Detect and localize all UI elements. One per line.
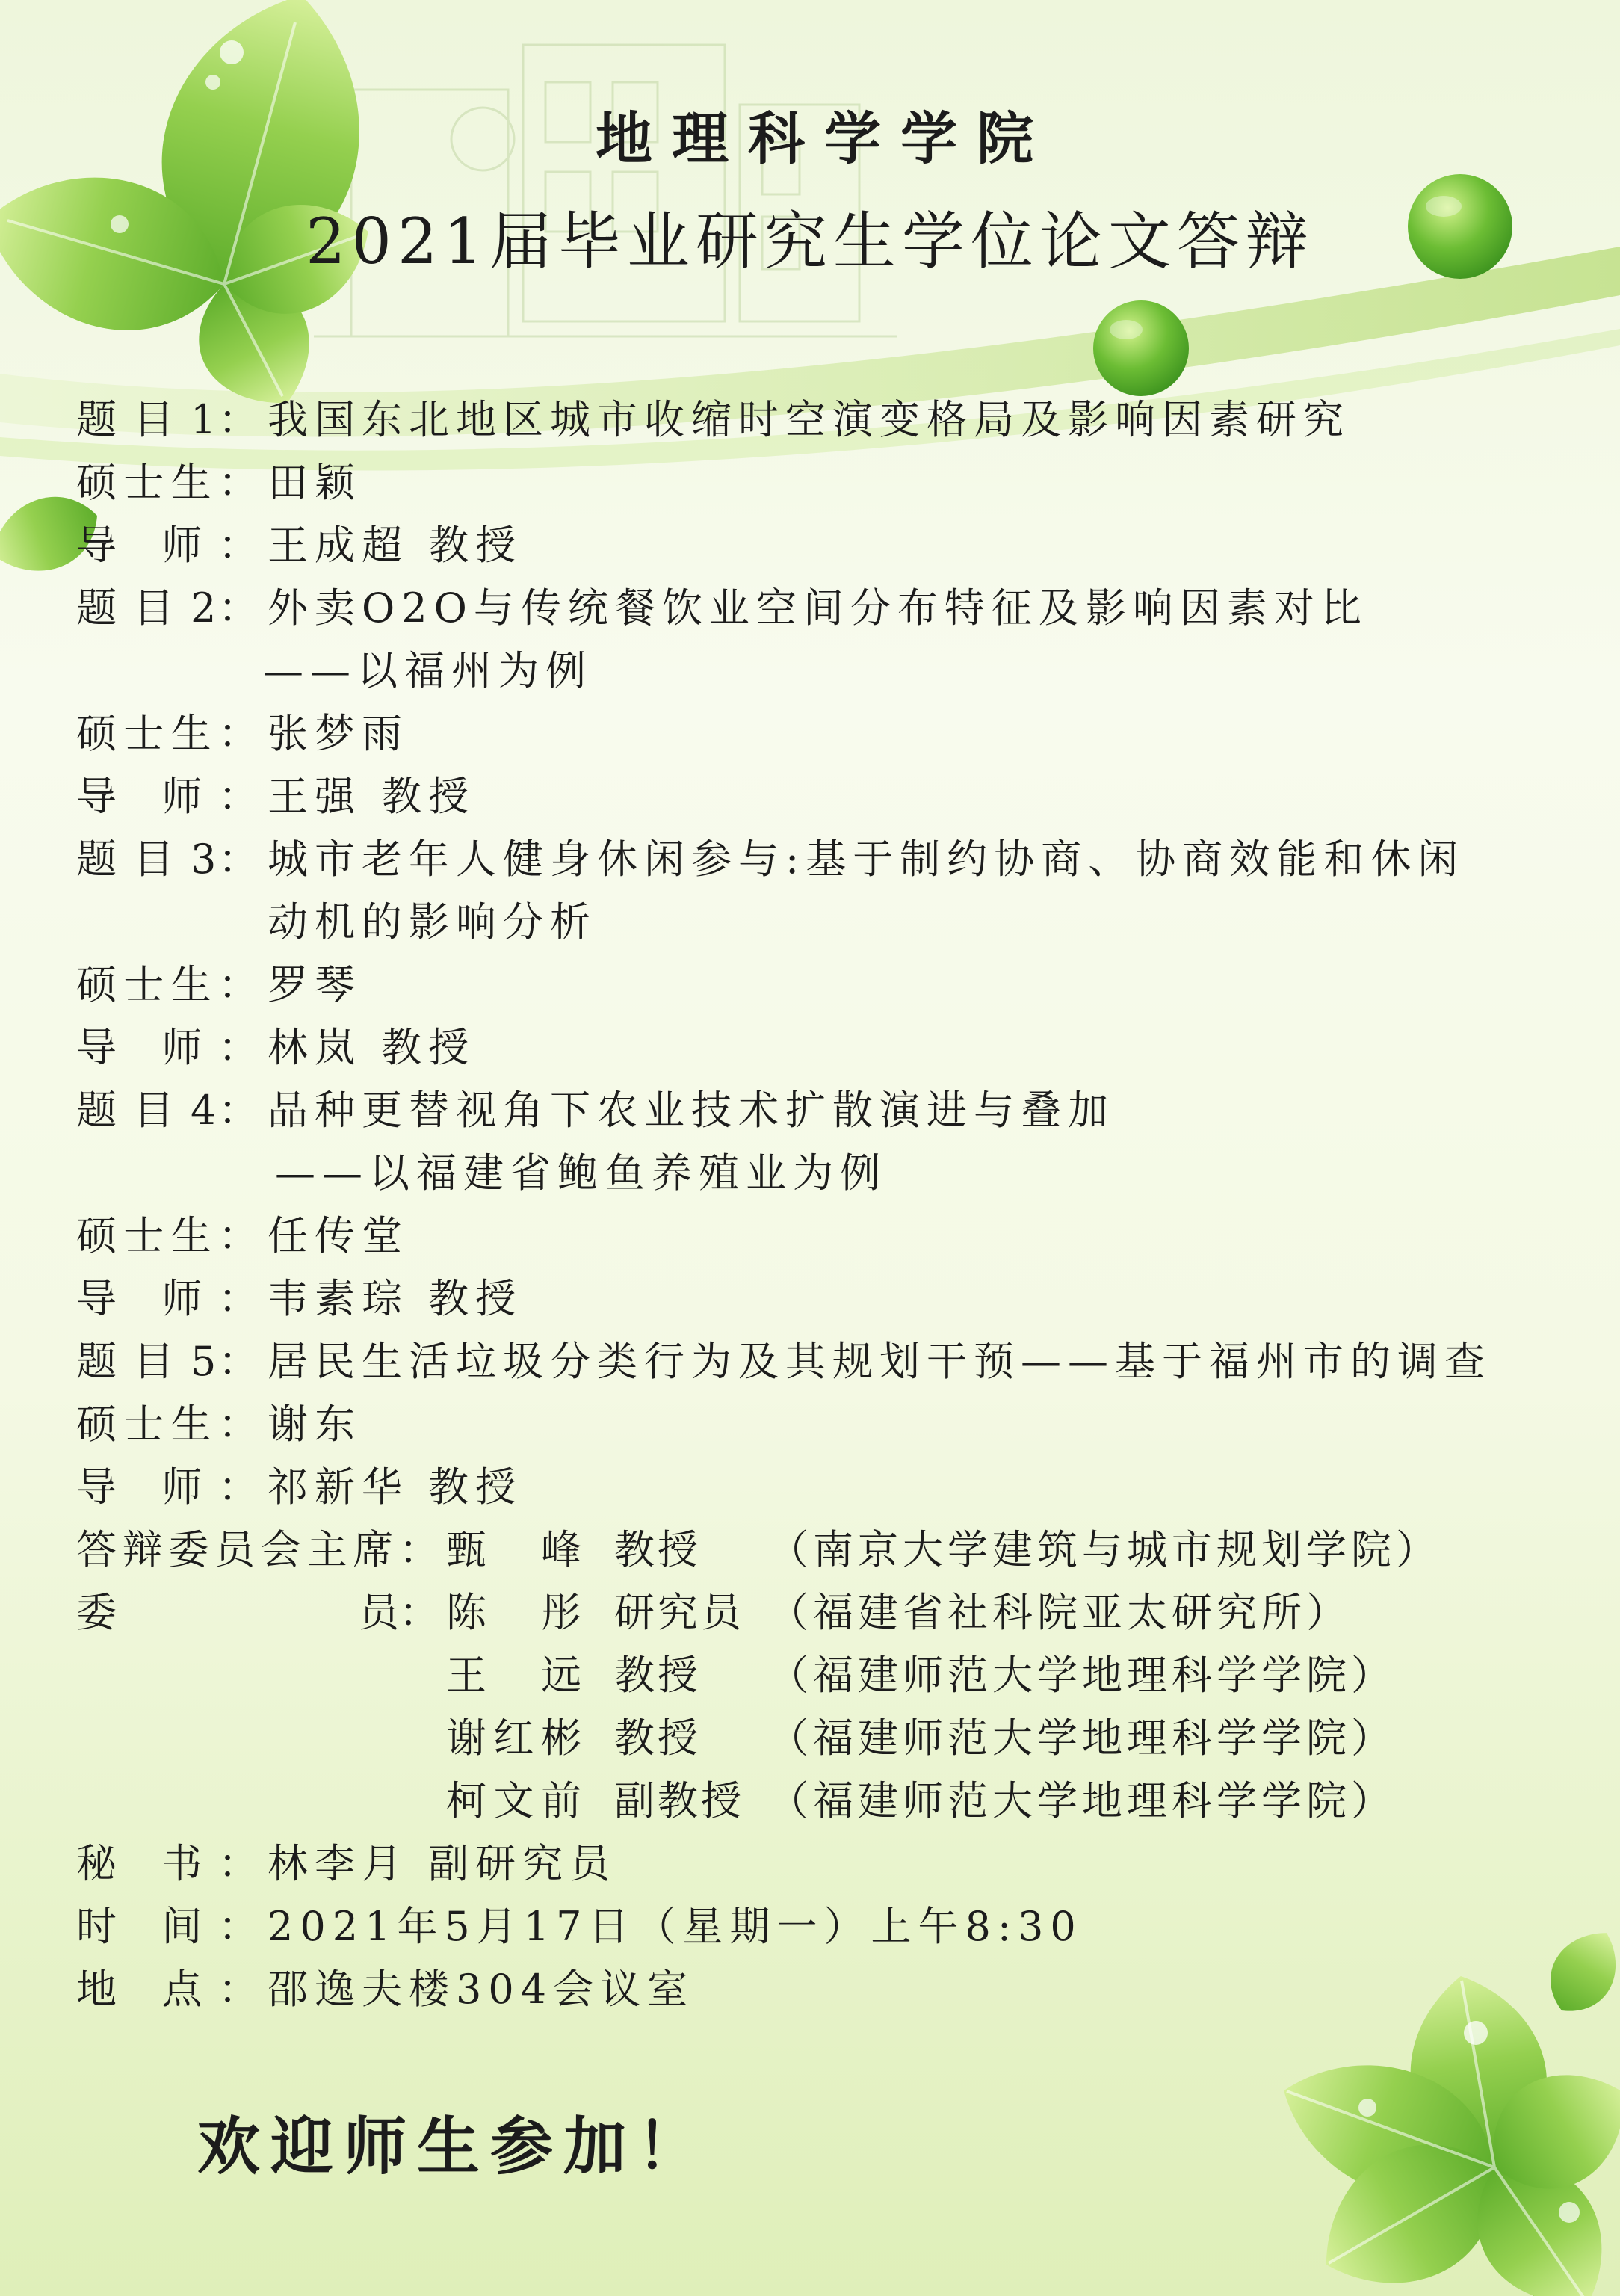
committee-label-spacer <box>76 1707 439 1770</box>
topic-label: 题 目 1： <box>76 396 259 443</box>
thesis-4-topic <box>0 1079 1620 1142</box>
committee-member-affiliation: （南京大学建筑与城市规划学院） <box>768 1526 1441 1573</box>
thesis-4-student <box>0 1205 1620 1268</box>
thesis-title: 居民生活垃圾分类行为及其规划干预——基于福州市的调查 <box>268 1338 1491 1385</box>
student-label: 硕士生： <box>76 961 259 1008</box>
committee-member-name: 甄 峰 <box>446 1526 581 1573</box>
advisor-name: 祁新华 教授 <box>268 1463 523 1510</box>
green-ball-icon <box>1093 300 1189 396</box>
student-name: 任传堂 <box>268 1212 409 1259</box>
committee-member-label-end: 员： <box>359 1589 439 1636</box>
thesis-2-topic <box>0 577 1620 640</box>
student-label: 硕士生： <box>76 1212 259 1259</box>
thesis-1-student <box>0 451 1620 514</box>
secretary-row <box>0 1833 1620 1895</box>
topic-label: 题 目 2： <box>76 584 259 632</box>
student-name: 谢东 <box>268 1401 362 1448</box>
committee-member-row <box>0 1644 1620 1707</box>
thesis-5-student <box>0 1393 1620 1456</box>
committee-member-title: 研究员 <box>614 1589 744 1636</box>
secretary-name: 林李月 副研究员 <box>268 1840 617 1887</box>
student-label: 硕士生： <box>76 459 259 506</box>
committee-member-name: 王 远 <box>446 1652 581 1699</box>
committee-member-row <box>0 1707 1620 1770</box>
committee-member-row <box>0 1581 1620 1644</box>
committee-member-name: 陈 彤 <box>446 1589 581 1636</box>
thesis-2-student <box>0 703 1620 765</box>
thesis-2-topic-continued <box>0 640 1620 703</box>
advisor-label: 导 师： <box>76 1024 259 1071</box>
thesis-3-topic-continued <box>0 891 1620 954</box>
thesis-1-topic <box>0 389 1620 451</box>
committee-member-title: 教授 <box>614 1652 701 1699</box>
committee-member-row <box>0 1770 1620 1833</box>
thesis-title: 外卖O2O与传统餐饮业空间分布特征及影响因素对比 <box>268 584 1368 632</box>
student-name: 田颖 <box>268 459 362 506</box>
thesis-title-line-2: ——以福州为例 <box>263 647 593 694</box>
committee-label-spacer <box>76 1770 439 1833</box>
student-label: 硕士生： <box>76 1401 259 1448</box>
thesis-4-topic-continued <box>0 1142 1620 1205</box>
committee-member-label-start: 委 <box>76 1589 117 1636</box>
thesis-title: 品种更替视角下农业技术扩散演进与叠加 <box>268 1087 1115 1134</box>
event-title: 2021届毕业研究生学位论文答辩 <box>306 205 1314 278</box>
thesis-1-advisor <box>0 514 1620 577</box>
thesis-title-line-2: 动机的影响分析 <box>268 898 597 945</box>
student-name: 张梦雨 <box>268 710 409 757</box>
committee-member-affiliation: （福建师范大学地理科学学院） <box>768 1652 1396 1699</box>
defense-place: 邵逸夫楼304会议室 <box>268 1966 695 2013</box>
topic-label: 题 目 3： <box>76 836 259 883</box>
committee-member-title: 教授 <box>614 1526 701 1573</box>
thesis-title-line-2: ——以福建省鲍鱼养殖业为例 <box>275 1149 887 1197</box>
advisor-name: 林岚 教授 <box>268 1024 476 1071</box>
thesis-5-topic <box>0 1330 1620 1393</box>
student-label: 硕士生： <box>76 710 259 757</box>
advisor-name: 韦素琮 教授 <box>268 1275 523 1322</box>
thesis-3-advisor <box>0 1016 1620 1079</box>
time-label: 时 间： <box>76 1903 259 1950</box>
student-name: 罗琴 <box>268 961 362 1008</box>
committee-label-spacer <box>76 1644 439 1707</box>
committee-member-affiliation: （福建师范大学地理科学学院） <box>768 1777 1396 1824</box>
advisor-label: 导 师： <box>76 522 259 569</box>
advisor-label: 导 师： <box>76 1275 259 1322</box>
school-name: 地理科学学院 <box>596 105 1053 172</box>
defense-time: 2021年5月17日（星期一）上午8:30 <box>268 1903 1083 1950</box>
thesis-4-advisor <box>0 1268 1620 1330</box>
place-row <box>0 1958 1620 2021</box>
advisor-name: 王成超 教授 <box>268 522 523 569</box>
secretary-label: 秘 书： <box>76 1840 259 1887</box>
committee-member-label <box>76 1581 439 1644</box>
advisor-name: 王强 教授 <box>268 773 476 820</box>
topic-label: 题 目 4： <box>76 1087 259 1134</box>
advisor-label: 导 师： <box>76 1463 259 1510</box>
welcome-message: 欢迎师生参加！ <box>197 2109 711 2183</box>
thesis-title: 城市老年人健身休闲参与:基于制约协商、协商效能和休闲 <box>268 836 1465 883</box>
committee-chair-row <box>0 1519 1620 1581</box>
defense-schedule <box>0 389 1620 2021</box>
place-label: 地 点： <box>76 1966 259 2013</box>
committee-chair-label: 答辩委员会主席： <box>76 1526 439 1573</box>
committee-member-title: 教授 <box>614 1715 701 1762</box>
committee-member-name: 谢红彬 <box>446 1715 581 1762</box>
thesis-5-advisor <box>0 1456 1620 1519</box>
thesis-3-student <box>0 954 1620 1016</box>
topic-label: 题 目 5： <box>76 1338 259 1385</box>
thesis-3-topic <box>0 828 1620 891</box>
thesis-2-advisor <box>0 765 1620 828</box>
committee-member-title: 副教授 <box>614 1777 744 1824</box>
committee-member-name: 柯文前 <box>446 1777 581 1824</box>
advisor-label: 导 师： <box>76 773 259 820</box>
committee-member-affiliation: （福建省社科院亚太研究所） <box>768 1589 1351 1636</box>
thesis-title: 我国东北地区城市收缩时空演变格局及影响因素研究 <box>268 396 1350 443</box>
time-row <box>0 1895 1620 1958</box>
committee-member-affiliation: （福建师范大学地理科学学院） <box>768 1715 1396 1762</box>
